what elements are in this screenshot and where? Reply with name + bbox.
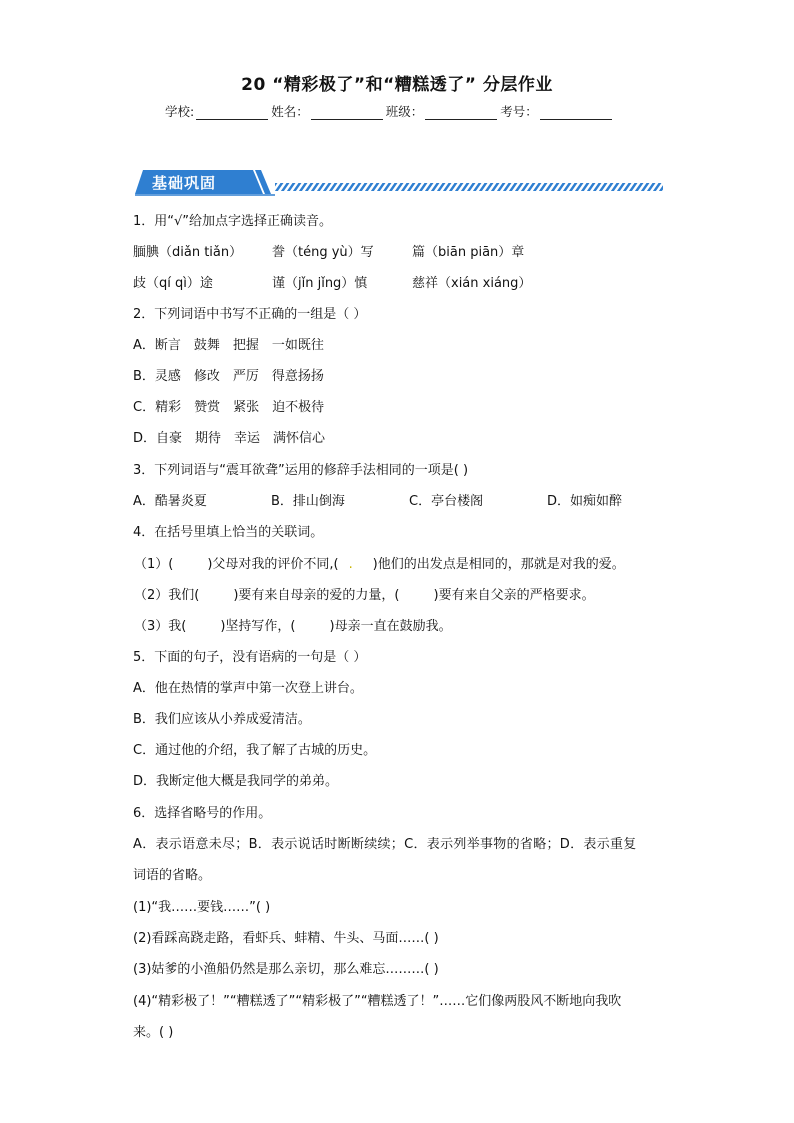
q1-option-2: 誊（téng yù）写 [272, 245, 374, 260]
q5-stem: 5．下面的句子，没有语病的一句是（ ） [133, 650, 367, 665]
q4-blank-2[interactable] [339, 555, 373, 575]
q2-stem: 2．下列词语中书写不正确的一组是（ ） [133, 307, 367, 322]
q6-item-4-continued: 来。( ) [133, 1025, 174, 1040]
q1-option-6: 慈祥（xián xiáng） [412, 276, 532, 291]
section-label: 基础巩固 [152, 174, 217, 192]
q6-item-1: (1)“我……要钱……”( ) [133, 900, 271, 915]
exam-number-label: 考号： [500, 104, 538, 119]
q5-option-a: A．他在热情的掌声中第一次登上讲台。 [133, 681, 363, 696]
q6-explanation-line-2: 词语的省略。 [133, 868, 212, 883]
q5-option-b: B．我们应该从小养成爱清洁。 [133, 712, 311, 727]
q3-option-a: A．酷暑炎夏 [133, 494, 207, 509]
q3-option-b: B．排山倒海 [271, 494, 345, 509]
q3-stem: 3．下列词语与“震耳欲聋”运用的修辞手法相同的一项是( ) [133, 463, 469, 478]
class-blank[interactable] [425, 105, 497, 120]
q4-sentence-1: （1）( )父母对我的评价不同,( . )他们的出发点是相同的，那就是对我的爱。 [134, 555, 625, 575]
q2-option-b: B．灵感 修改 严厉 得意扬扬 [133, 369, 324, 384]
page-title: 20 “精彩极了”和“糟糕透了” 分层作业 [241, 75, 553, 95]
q6-stem: 6．选择省略号的作用。 [133, 806, 272, 821]
q6-explanation-line-1: A．表示语意未尽；B．表示说话时断断续续；C．表示列举事物的省略；D．表示重复 [133, 837, 637, 852]
q6-item-4: (4)“精彩极了！”“糟糕透了”“精彩极了”“糟糕透了！”……它们像两股风不断地向我吹 [133, 994, 622, 1009]
q2-option-d: D．自豪 期待 幸运 满怀信心 [133, 431, 326, 446]
q5-option-d: D．我断定他大概是我同学的弟弟。 [133, 774, 339, 789]
name-label: 姓名： [271, 104, 309, 119]
student-info-row [165, 102, 615, 120]
q1-stem: 1．用“√”给加点字选择正确读音。 [133, 214, 333, 229]
q3-option-c: C．亭台楼阁 [409, 494, 484, 509]
exam-number-blank[interactable] [540, 105, 612, 120]
q4-sentence-2: （2）我们( )要有来自母亲的爱的力量，( )要有来自父亲的严格要求。 [134, 588, 595, 603]
school-blank[interactable] [196, 105, 268, 120]
q6-item-2: (2)看踩高跷走路，看虾兵、蚌精、牛头、马面……( ) [133, 931, 439, 946]
q1-option-4: 歧（qí qì）途 [133, 276, 213, 291]
class-label: 班级： [385, 104, 424, 119]
q5-option-c: C．通过他的介绍，我了解了古城的历史。 [133, 743, 377, 758]
q1-option-3: 篇（biān piān）章 [412, 245, 525, 260]
q1-option-5: 谨（jǐn jǐng）慎 [272, 276, 368, 291]
q3-option-d: D．如痴如醉 [547, 494, 623, 509]
yellow-dot: . [348, 557, 353, 572]
q4-sentence-3: （3）我( )坚持写作，( )母亲一直在鼓励我。 [134, 619, 452, 634]
name-blank[interactable] [311, 105, 383, 120]
q4-stem: 4．在括号里填上恰当的关联词。 [133, 525, 324, 540]
q2-option-a: A．断言 鼓舞 把握 一如既往 [133, 338, 324, 353]
q6-item-3: (3)姑爹的小渔船仍然是那么亲切，那么难忘………( ) [133, 962, 439, 977]
school-label: 学校: [165, 104, 195, 119]
q2-option-c: C．精彩 赞赏 紧张 迫不极待 [133, 400, 325, 415]
q1-option-1: 腼腆（diǎn tiǎn） [133, 245, 243, 260]
